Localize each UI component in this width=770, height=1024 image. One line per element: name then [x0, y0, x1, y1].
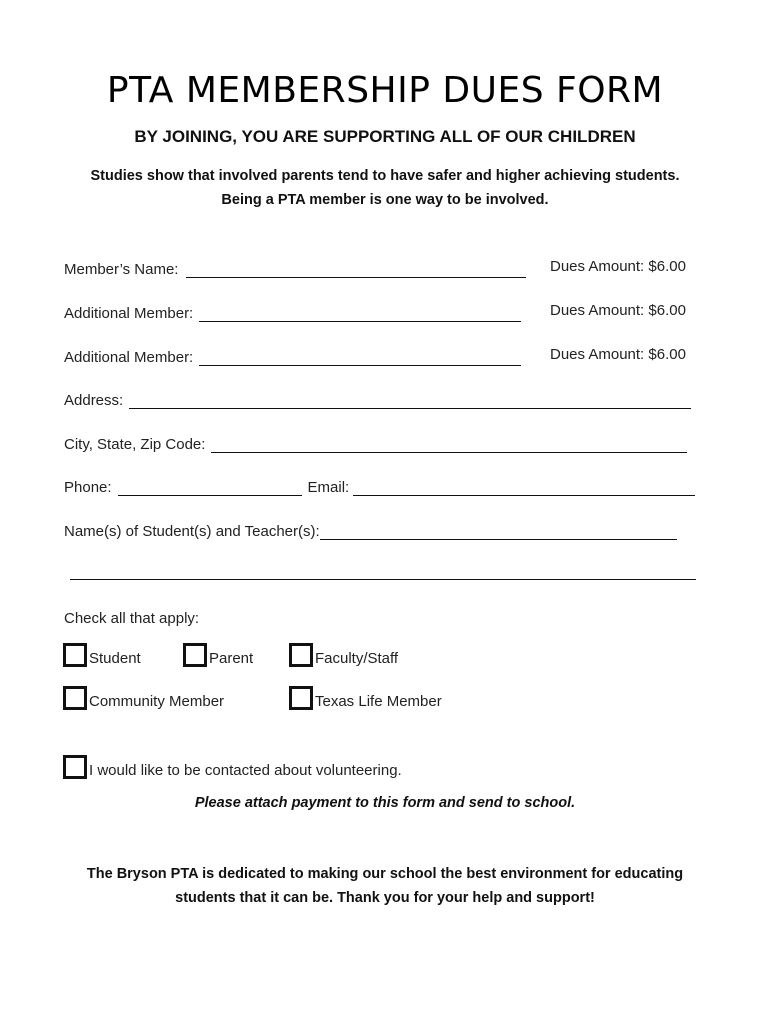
parent-label: Parent [209, 650, 254, 667]
city-state-zip-field[interactable] [211, 436, 687, 453]
member-name-row [64, 254, 526, 278]
additional-member-label-1: Additional Member: [64, 305, 194, 322]
phone-field[interactable] [118, 479, 302, 496]
phone-label: Phone: [64, 479, 112, 496]
dues-amount-3: Dues Amount: $6.00 [550, 346, 686, 363]
member-name-label: Member’s Name: [64, 261, 179, 278]
form-subtitle: BY JOINING, YOU ARE SUPPORTING ALL OF OUR CHILDREN [134, 127, 636, 146]
checkbox-community-row[interactable] [63, 680, 224, 710]
intro-line-2: Being a PTA member is one way to be involved. [221, 192, 549, 208]
additional-member-field-2[interactable] [199, 349, 521, 366]
texas-life-member-label: Texas Life Member [315, 693, 442, 710]
additional-member-row-2 [64, 342, 521, 366]
checkbox-student-row[interactable] [63, 637, 141, 667]
students-teachers-field-line-2[interactable] [70, 563, 696, 580]
form-title: PTA MEMBERSHIP DUES FORM [106, 70, 664, 111]
additional-member-field-1[interactable] [199, 305, 521, 322]
dues-amount-2: Dues Amount: $6.00 [550, 302, 686, 319]
attach-payment-note: Please attach payment to this form and send to school. [194, 795, 576, 811]
community-member-label: Community Member [89, 693, 225, 710]
check-all-heading-row [64, 603, 199, 627]
additional-member-row-1 [64, 298, 521, 322]
parent-checkbox[interactable] [183, 643, 207, 667]
volunteer-label: I would like to be contacted about volunteering. [89, 762, 402, 779]
checkbox-faculty-row[interactable] [289, 637, 398, 667]
check-all-heading: Check all that apply: [64, 610, 200, 627]
closing-line-2: students that it can be. Thank you for your help and support! [175, 890, 595, 906]
checkbox-volunteer-row[interactable] [63, 749, 402, 779]
student-label: Student [89, 650, 141, 667]
closing-line-1: The Bryson PTA is dedicated to making our school the best environment for educating [86, 866, 684, 882]
city-state-zip-label: City, State, Zip Code: [64, 436, 206, 453]
city-state-zip-row [64, 429, 687, 453]
volunteer-checkbox[interactable] [63, 755, 87, 779]
address-label: Address: [64, 392, 124, 409]
intro-text [0, 164, 770, 212]
member-name-field[interactable] [186, 261, 526, 278]
phone-email-row [64, 472, 695, 496]
email-field[interactable] [353, 479, 695, 496]
students-teachers-row [64, 516, 677, 540]
email-label: Email: [307, 479, 350, 496]
community-member-checkbox[interactable] [63, 686, 87, 710]
address-field[interactable] [129, 392, 691, 409]
intro-line-1: Studies show that involved parents tend to have safer and higher achieving students. [90, 168, 680, 184]
checkbox-parent-row[interactable] [183, 637, 253, 667]
faculty-staff-checkbox[interactable] [289, 643, 313, 667]
students-teachers-field[interactable] [320, 523, 677, 540]
texas-life-member-checkbox[interactable] [289, 686, 313, 710]
students-teachers-label: Name(s) of Student(s) and Teacher(s): [64, 523, 320, 540]
student-checkbox[interactable] [63, 643, 87, 667]
dues-amount-1: Dues Amount: $6.00 [550, 258, 686, 275]
checkbox-texas-life-row[interactable] [289, 680, 442, 710]
faculty-staff-label: Faculty/Staff [315, 650, 399, 667]
closing-text [0, 862, 770, 910]
address-row [64, 385, 691, 409]
additional-member-label-2: Additional Member: [64, 349, 194, 366]
